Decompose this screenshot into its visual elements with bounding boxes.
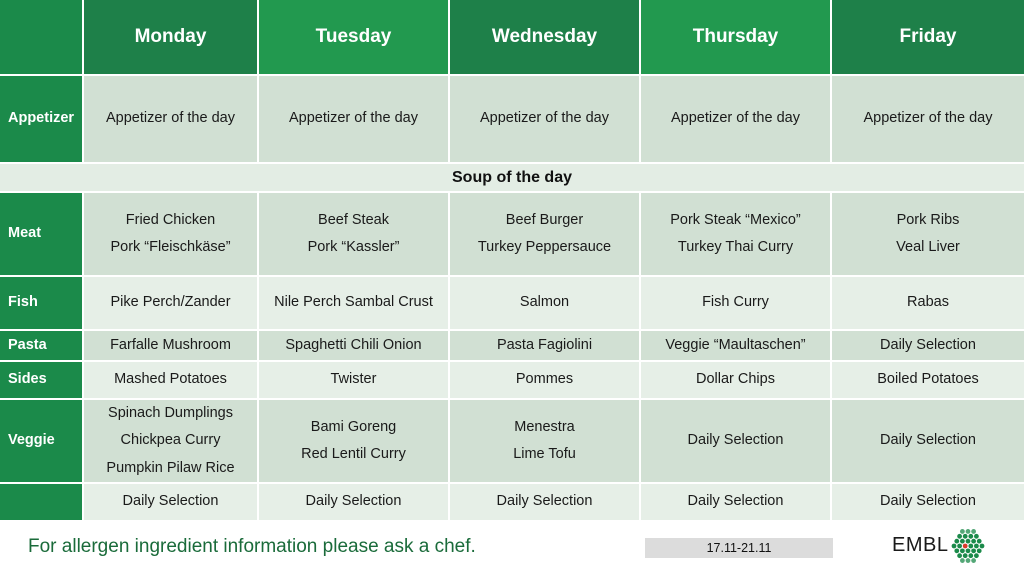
logo-dot (966, 539, 971, 544)
dish-name: Spaghetti Chili Onion (285, 336, 422, 353)
dish-name: Dollar Chips (696, 371, 775, 388)
logo-dot (977, 539, 982, 544)
allergen-note: For allergen ingredient information please ask a chef. (28, 536, 476, 557)
logo-dot (957, 553, 962, 558)
dish-name: Pork “Kassler” (307, 239, 400, 255)
pasta-cell-thursday (641, 331, 832, 362)
logo-dot (974, 553, 979, 558)
dish-name: Menestra (514, 418, 575, 435)
dish-name: Appetizer of the day (671, 110, 800, 127)
logo-dot (971, 548, 976, 553)
sides-cell-thursday (641, 362, 832, 400)
logo-dot (968, 534, 973, 539)
fish-cell-friday (832, 277, 1024, 331)
daily-selection-row (0, 484, 1024, 522)
date-range-badge: 17.11-21.11 (645, 538, 833, 558)
dish-name: Appetizer of the day (863, 110, 993, 127)
dish-name: Farfalle Mushroom (110, 336, 231, 353)
pasta-cell-monday (84, 331, 259, 362)
dish-name: Mashed Potatoes (114, 371, 227, 388)
dish-name: Turkey Peppersauce (477, 239, 612, 255)
pasta-cell-tuesday (259, 331, 450, 362)
meat-cell-friday (832, 193, 1024, 277)
appetizer-cell-monday (84, 76, 259, 164)
dish-name: Bami Goreng (310, 418, 397, 435)
day-header-tuesday: Tuesday (259, 0, 450, 76)
logo-dot (974, 544, 979, 549)
day-header-monday: Monday (84, 0, 259, 76)
dish-name: Spinach Dumplings (108, 404, 233, 421)
veggie-cell-wednesday (450, 400, 641, 484)
fish-row (0, 277, 1024, 331)
dish-name: Salmon (519, 294, 570, 311)
veggie-cell-thursday (641, 400, 832, 484)
header-row (0, 0, 1024, 76)
appetizer-cell-friday (832, 76, 1024, 164)
dish-name: Daily Selection (687, 493, 784, 510)
embl-logo-text: EMBL (892, 534, 949, 556)
fish-cell-tuesday (259, 277, 450, 331)
meat-row-label: Meat (0, 193, 84, 277)
logo-dot (954, 539, 959, 544)
logo-dot (960, 529, 965, 534)
dish-name: Red Lentil Curry (301, 446, 406, 462)
meat-cell-monday (84, 193, 259, 277)
dish-name: Pasta Fagiolini (496, 336, 593, 353)
dish-name: Chickpea Curry (120, 432, 221, 449)
pasta-cell-friday (832, 331, 1024, 362)
sides-cell-tuesday (259, 362, 450, 400)
logo-dot (963, 534, 968, 539)
dish-name: Pike Perch/Zander (110, 294, 231, 311)
last-cell-friday (832, 484, 1024, 522)
appetizer-row-label: Appetizer (0, 76, 84, 164)
logo-dot (966, 548, 971, 553)
veggie-cell-tuesday (259, 400, 450, 484)
pasta-cell-wednesday (450, 331, 641, 362)
pasta-row (0, 331, 1024, 362)
fish-row-label: Fish (0, 277, 84, 331)
last-row-label (0, 484, 84, 522)
dish-name: Veggie “Maultaschen” (665, 336, 806, 353)
dish-name: Rabas (907, 294, 949, 311)
dish-name: Pork “Fleischkäse” (110, 239, 231, 255)
header-corner (0, 0, 84, 76)
sides-row (0, 362, 1024, 400)
dish-name: Pork Steak “Mexico” (670, 211, 801, 228)
meat-row (0, 193, 1024, 277)
dish-name: Daily Selection (687, 432, 784, 449)
logo-dot (960, 548, 965, 553)
sides-cell-wednesday (450, 362, 641, 400)
dish-name: Fish Curry (702, 294, 769, 311)
logo-dot (960, 558, 965, 563)
soup-of-the-day-banner: Soup of the day (0, 164, 1024, 193)
last-cell-thursday (641, 484, 832, 522)
dish-name: Daily Selection (880, 336, 976, 353)
fish-cell-monday (84, 277, 259, 331)
logo-dot (971, 539, 976, 544)
dish-name: Beef Burger (505, 211, 584, 228)
logo-dot (966, 529, 971, 534)
logo-dot (968, 544, 973, 549)
dish-name: Fried Chicken (125, 211, 216, 228)
pasta-row-label: Pasta (0, 331, 84, 362)
dish-name: Beef Steak (318, 211, 389, 228)
logo-dot (971, 529, 976, 534)
dish-name: Pork Ribs (896, 211, 960, 228)
day-header-wednesday: Wednesday (450, 0, 641, 76)
meat-cell-wednesday (450, 193, 641, 277)
logo-dot (963, 544, 968, 549)
veggie-row (0, 400, 1024, 484)
dish-name: Daily Selection (496, 493, 593, 510)
dish-name: Turkey Thai Curry (677, 239, 794, 255)
meat-cell-tuesday (259, 193, 450, 277)
sides-cell-friday (832, 362, 1024, 400)
dish-name: Boiled Potatoes (877, 371, 979, 388)
logo-dot (957, 544, 962, 549)
appetizer-row (0, 76, 1024, 164)
logo-dot (954, 548, 959, 553)
logo-dot (980, 544, 985, 549)
dish-name: Appetizer of the day (106, 110, 235, 127)
logo-dot (960, 539, 965, 544)
dish-name: Nile Perch Sambal Crust (274, 294, 433, 311)
last-cell-monday (84, 484, 259, 522)
dish-name: Appetizer of the day (289, 110, 418, 127)
dish-name: Daily Selection (880, 432, 976, 449)
fish-cell-wednesday (450, 277, 641, 331)
logo-dot (974, 534, 979, 539)
dish-name: Daily Selection (305, 493, 402, 510)
logo-dot (968, 553, 973, 558)
logo-dot (963, 553, 968, 558)
fish-cell-thursday (641, 277, 832, 331)
meat-cell-thursday (641, 193, 832, 277)
logo-dot (966, 558, 971, 563)
dish-name: Daily Selection (880, 493, 976, 510)
dish-name: Twister (330, 371, 377, 388)
day-header-friday: Friday (832, 0, 1024, 76)
logo-dot (971, 558, 976, 563)
appetizer-cell-tuesday (259, 76, 450, 164)
logo-dot (957, 534, 962, 539)
dish-name: Appetizer of the day (480, 110, 609, 127)
last-cell-wednesday (450, 484, 641, 522)
veggie-cell-friday (832, 400, 1024, 484)
sides-cell-monday (84, 362, 259, 400)
veggie-cell-monday (84, 400, 259, 484)
hexagon-dot-cluster-icon (948, 526, 988, 566)
last-cell-tuesday (259, 484, 450, 522)
dish-name: Pumpkin Pilaw Rice (106, 459, 235, 476)
dish-name: Veal Liver (896, 239, 960, 255)
dish-name: Lime Tofu (513, 446, 576, 462)
sides-row-label: Sides (0, 362, 84, 400)
appetizer-cell-thursday (641, 76, 832, 164)
logo-dot (952, 544, 957, 549)
appetizer-cell-wednesday (450, 76, 641, 164)
dish-name: Daily Selection (122, 493, 219, 510)
veggie-row-label: Veggie (0, 400, 84, 484)
day-header-thursday: Thursday (641, 0, 832, 76)
dish-name: Pommes (515, 371, 574, 388)
logo-dot (977, 548, 982, 553)
